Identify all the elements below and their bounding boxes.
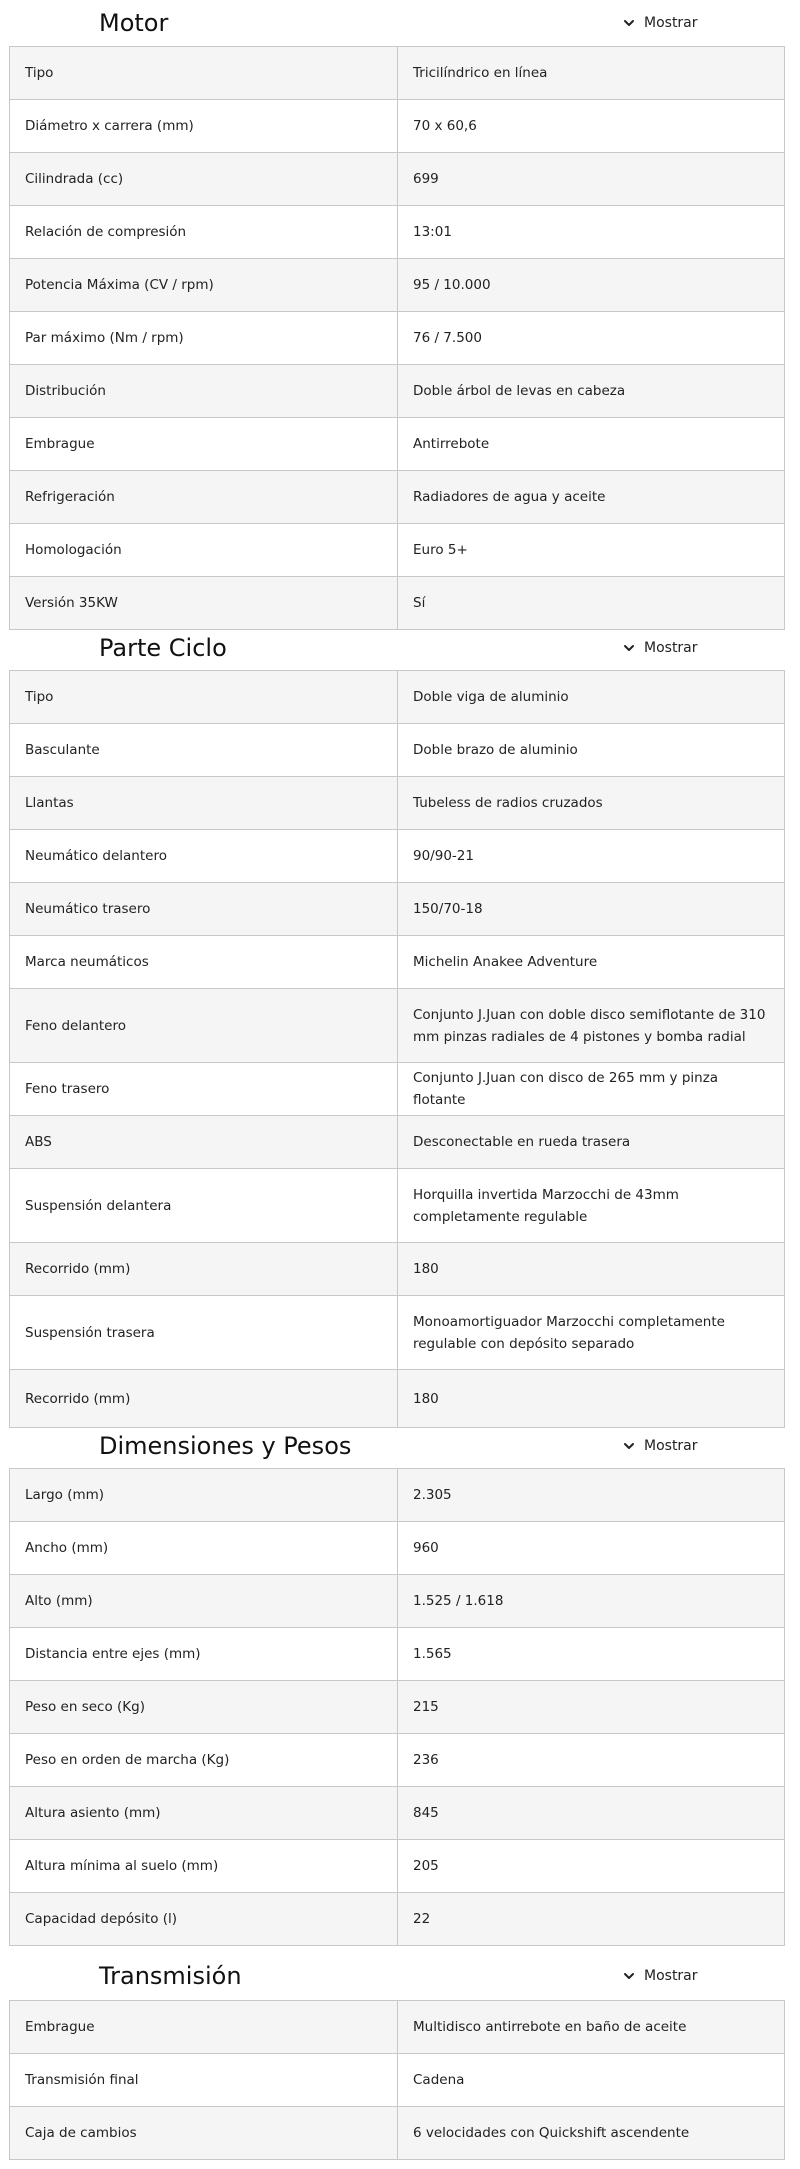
show-toggle-label: Mostrar xyxy=(644,1437,698,1454)
spec-value: Conjunto J.Juan con doble disco semiflotante de 310 mm pinzas radiales de 4 pistones y bomba radial xyxy=(398,989,785,1063)
spec-key: Diámetro x carrera (mm) xyxy=(10,100,398,153)
spec-row xyxy=(10,1169,785,1243)
spec-key: Capacidad depósito (l) xyxy=(10,1893,398,1946)
show-toggle-button[interactable] xyxy=(622,1968,698,1984)
spec-table xyxy=(9,670,785,1428)
spec-row xyxy=(10,989,785,1063)
spec-row xyxy=(10,883,785,936)
show-toggle-label: Mostrar xyxy=(644,640,698,656)
spec-value: Tricilíndrico en línea xyxy=(398,47,785,100)
spec-key: Alto (mm) xyxy=(10,1575,398,1628)
spec-table xyxy=(9,1468,785,1946)
section-title: Transmisión xyxy=(99,1962,242,1990)
spec-row xyxy=(10,2107,785,2160)
section-header xyxy=(0,1423,800,1468)
spec-value: Michelin Anakee Adventure xyxy=(398,936,785,989)
section-header xyxy=(0,1952,800,2000)
spec-row xyxy=(10,471,785,524)
spec-key: Llantas xyxy=(10,777,398,830)
spec-key: Neumático delantero xyxy=(10,830,398,883)
spec-row xyxy=(10,1370,785,1428)
spec-value: 960 xyxy=(398,1522,785,1575)
spec-row xyxy=(10,206,785,259)
spec-key: Potencia Máxima (CV / rpm) xyxy=(10,259,398,312)
section-parte-ciclo xyxy=(0,626,800,1407)
spec-value: 90/90-21 xyxy=(398,830,785,883)
spec-key: Recorrido (mm) xyxy=(10,1370,398,1428)
show-toggle-button[interactable] xyxy=(622,640,698,656)
section-header xyxy=(0,626,800,670)
spec-row xyxy=(10,1787,785,1840)
spec-value: Cadena xyxy=(398,2054,785,2107)
spec-key: Relación de compresión xyxy=(10,206,398,259)
spec-key: Feno trasero xyxy=(10,1063,398,1116)
spec-row xyxy=(10,1628,785,1681)
spec-value: 76 / 7.500 xyxy=(398,312,785,365)
spec-row xyxy=(10,365,785,418)
spec-row xyxy=(10,1734,785,1787)
spec-value: Sí xyxy=(398,577,785,630)
section-dimensiones-y-pesos xyxy=(0,1423,800,1927)
spec-table xyxy=(9,2000,785,2160)
section-title: Motor xyxy=(99,9,169,37)
spec-value: 845 xyxy=(398,1787,785,1840)
spec-value: Euro 5+ xyxy=(398,524,785,577)
spec-row xyxy=(10,100,785,153)
spec-value: 95 / 10.000 xyxy=(398,259,785,312)
spec-value: 699 xyxy=(398,153,785,206)
chevron-down-icon xyxy=(622,16,636,30)
spec-row xyxy=(10,724,785,777)
spec-key: Neumático trasero xyxy=(10,883,398,936)
spec-value: Desconectable en rueda trasera xyxy=(398,1116,785,1169)
spec-value: Horquilla invertida Marzocchi de 43mm completamente regulable xyxy=(398,1169,785,1243)
spec-key: Feno delantero xyxy=(10,989,398,1063)
spec-row xyxy=(10,1575,785,1628)
spec-row xyxy=(10,1893,785,1946)
show-toggle-button[interactable] xyxy=(622,1438,698,1454)
spec-row xyxy=(10,830,785,883)
spec-key: Versión 35KW xyxy=(10,577,398,630)
spec-key: Altura asiento (mm) xyxy=(10,1787,398,1840)
spec-key: Suspensión delantera xyxy=(10,1169,398,1243)
spec-value: Monoamortiguador Marzocchi completamente regulable con depósito separado xyxy=(398,1296,785,1370)
spec-value: Conjunto J.Juan con disco de 265 mm y pinza flotante xyxy=(398,1063,785,1116)
spec-key: Marca neumáticos xyxy=(10,936,398,989)
show-toggle-button[interactable] xyxy=(622,15,698,31)
spec-key: Suspensión trasera xyxy=(10,1296,398,1370)
chevron-down-icon xyxy=(622,641,636,655)
spec-key: Ancho (mm) xyxy=(10,1522,398,1575)
section-motor xyxy=(0,0,800,611)
spec-key: Embrague xyxy=(10,418,398,471)
spec-row xyxy=(10,259,785,312)
show-toggle-label: Mostrar xyxy=(644,1968,698,1984)
spec-key: Cilindrada (cc) xyxy=(10,153,398,206)
spec-value: 180 xyxy=(398,1370,785,1428)
spec-row xyxy=(10,1116,785,1169)
spec-value: Antirrebote xyxy=(398,418,785,471)
spec-key: Recorrido (mm) xyxy=(10,1243,398,1296)
spec-value: 180 xyxy=(398,1243,785,1296)
spec-value: Doble brazo de aluminio xyxy=(398,724,785,777)
spec-value: 2.305 xyxy=(398,1469,785,1522)
spec-row xyxy=(10,153,785,206)
spec-row xyxy=(10,777,785,830)
spec-value: Doble viga de aluminio xyxy=(398,671,785,724)
spec-value: 205 xyxy=(398,1840,785,1893)
spec-row xyxy=(10,936,785,989)
spec-row xyxy=(10,1243,785,1296)
chevron-down-icon xyxy=(622,1439,636,1453)
section-title: Parte Ciclo xyxy=(99,634,227,662)
spec-value: 1.525 / 1.618 xyxy=(398,1575,785,1628)
spec-value: 236 xyxy=(398,1734,785,1787)
spec-row xyxy=(10,418,785,471)
spec-key: Basculante xyxy=(10,724,398,777)
spec-value: 215 xyxy=(398,1681,785,1734)
spec-row xyxy=(10,577,785,630)
spec-key: Refrigeración xyxy=(10,471,398,524)
spec-key: Peso en orden de marcha (Kg) xyxy=(10,1734,398,1787)
spec-key: Tipo xyxy=(10,671,398,724)
spec-row xyxy=(10,1063,785,1116)
spec-key: Caja de cambios xyxy=(10,2107,398,2160)
section-title: Dimensiones y Pesos xyxy=(99,1431,352,1460)
chevron-down-icon xyxy=(622,1969,636,1983)
spec-value: 1.565 xyxy=(398,1628,785,1681)
spec-value: 13:01 xyxy=(398,206,785,259)
spec-table xyxy=(9,46,785,630)
spec-row xyxy=(10,47,785,100)
spec-key: Distribución xyxy=(10,365,398,418)
spec-value: 70 x 60,6 xyxy=(398,100,785,153)
spec-key: Homologación xyxy=(10,524,398,577)
spec-row xyxy=(10,1840,785,1893)
spec-value: Multidisco antirrebote en baño de aceite xyxy=(398,2001,785,2054)
spec-key: Largo (mm) xyxy=(10,1469,398,1522)
spec-value: 22 xyxy=(398,1893,785,1946)
spec-row xyxy=(10,1681,785,1734)
spec-row xyxy=(10,1469,785,1522)
spec-value: 150/70-18 xyxy=(398,883,785,936)
spec-row xyxy=(10,1296,785,1370)
spec-key: Distancia entre ejes (mm) xyxy=(10,1628,398,1681)
section-header xyxy=(0,0,800,46)
spec-key: Transmisión final xyxy=(10,2054,398,2107)
spec-key: Par máximo (Nm / rpm) xyxy=(10,312,398,365)
spec-key: Peso en seco (Kg) xyxy=(10,1681,398,1734)
spec-row xyxy=(10,312,785,365)
spec-value: Doble árbol de levas en cabeza xyxy=(398,365,785,418)
show-toggle-label: Mostrar xyxy=(644,15,698,31)
spec-value: Tubeless de radios cruzados xyxy=(398,777,785,830)
spec-value: Radiadores de agua y aceite xyxy=(398,471,785,524)
spec-row xyxy=(10,524,785,577)
spec-key: Tipo xyxy=(10,47,398,100)
spec-row xyxy=(10,2001,785,2054)
section-transmision xyxy=(0,1952,800,2141)
spec-row xyxy=(10,2054,785,2107)
spec-key: ABS xyxy=(10,1116,398,1169)
spec-row xyxy=(10,671,785,724)
spec-key: Embrague xyxy=(10,2001,398,2054)
spec-row xyxy=(10,1522,785,1575)
spec-value: 6 velocidades con Quickshift ascendente xyxy=(398,2107,785,2160)
spec-key: Altura mínima al suelo (mm) xyxy=(10,1840,398,1893)
